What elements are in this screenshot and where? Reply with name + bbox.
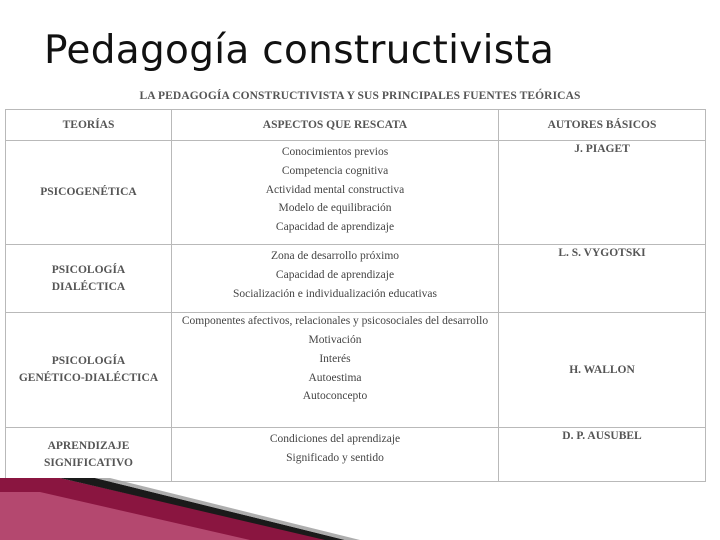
table-header-row — [6, 110, 706, 141]
theory-cell — [6, 141, 172, 245]
author-cell: H. WALLON — [499, 313, 706, 428]
author-cell: D. P. AUSUBEL — [499, 428, 706, 482]
table-row — [6, 428, 706, 482]
aspect-item: Capacidad de aprendizaje — [275, 268, 395, 281]
author-cell: L. S. VYGOTSKI — [499, 245, 706, 313]
theories-table — [5, 109, 706, 482]
aspect-item: Capacidad de aprendizaje — [275, 221, 395, 234]
aspect-item: Componentes afectivos, relacionales y psicosociales del desarrollo — [181, 315, 489, 327]
theory-cell — [6, 245, 172, 313]
author-cell: J. PIAGET — [499, 141, 706, 245]
aspect-item: Autoconcepto — [302, 390, 368, 403]
aspect-item: Motivación — [308, 334, 362, 346]
table-caption: LA PEDAGOGÍA CONSTRUCTIVISTA Y SUS PRINCIPALES FUENTES TEÓRICAS — [139, 90, 581, 102]
aspect-item: Autoestima — [308, 371, 362, 384]
aspect-item: Significado y sentido — [286, 451, 384, 464]
aspect-item: Socialización e individualización educativas — [232, 287, 438, 300]
aspects-cell — [172, 141, 499, 245]
decorative-ribbon — [0, 478, 720, 540]
theory-cell — [6, 428, 172, 482]
aspect-item: Zona de desarrollo próximo — [270, 250, 400, 262]
aspect-item: Interés — [319, 352, 351, 365]
theory-name: APRENDIZAJE — [47, 439, 130, 452]
slide-title: Pedagogía constructivista — [44, 28, 555, 73]
theory-cell — [6, 313, 172, 428]
table-row — [6, 313, 706, 428]
table-row — [6, 141, 706, 245]
theory-name: PSICOGENÉTICA — [40, 186, 137, 198]
aspect-item: Actividad mental constructiva — [265, 183, 405, 196]
table-row — [6, 245, 706, 313]
theory-name: PSICOLOGÍA — [51, 263, 126, 276]
aspect-item: Modelo de equilibración — [278, 202, 392, 215]
theory-name: GENÉTICO-DIALÉCTICA — [18, 372, 159, 384]
theory-name: SIGNIFICATIVO — [43, 456, 134, 469]
aspects-cell — [172, 245, 499, 313]
theory-name: PSICOLOGÍA — [51, 355, 126, 367]
aspects-cell — [172, 428, 499, 482]
header-theories: TEORÍAS — [6, 110, 172, 141]
header-authors: AUTORES BÁSICOS — [499, 110, 706, 141]
header-aspects: ASPECTOS QUE RESCATA — [172, 110, 499, 141]
aspects-cell — [172, 313, 499, 428]
aspect-item: Conocimientos previos — [281, 146, 389, 158]
aspect-item: Competencia cognitiva — [281, 164, 389, 177]
theory-name: DIALÉCTICA — [51, 280, 126, 293]
aspect-item: Condiciones del aprendizaje — [269, 433, 401, 445]
